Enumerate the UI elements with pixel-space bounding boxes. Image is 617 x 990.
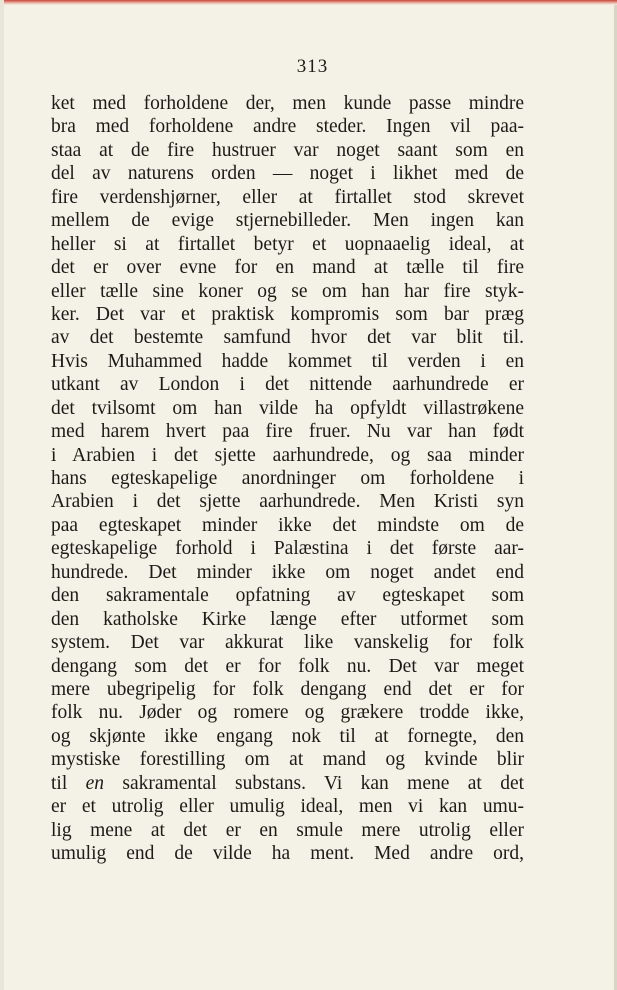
text-line: staa at de fire hustruer var noget saant som en xyxy=(51,139,524,161)
text-line: mellem de evige stjernebilleder. Men ingen kan xyxy=(51,210,524,232)
text-line: lig mene at det er en smule mere utrolig eller xyxy=(51,819,524,841)
text-line: mystiske forestilling om at mand og kvinde blir xyxy=(51,749,524,771)
text-line: det er over evne for en mand at tælle til fire xyxy=(51,257,524,279)
text-line: hans egteskapelige anordninger om forholdene i xyxy=(51,468,524,489)
text-line: fire verdenshjørner, eller at firtallet stod skrevet xyxy=(51,186,524,208)
text-line: Hvis Muhammed hadde kommet til verden i en xyxy=(51,350,524,372)
text-line: hundrede. Det minder ikke om noget andet end xyxy=(51,561,524,583)
text-line: heller si at firtallet betyr et uopnaaelig ideal, at xyxy=(51,233,524,255)
text-line: med harem hvert paa fire fruer. Nu var han født xyxy=(51,421,524,443)
text-segment: til xyxy=(51,772,68,794)
text-line: ket med forholdene der, men kunde passe mindre xyxy=(51,93,524,114)
text-line: ker. Det var et praktisk kompromis som bar præg xyxy=(51,303,524,325)
text-line: del av naturens orden — noget i likhet med de xyxy=(51,163,524,185)
text-line: den sakramentale opfatning av egteskapet som xyxy=(51,585,524,607)
text-line-with-italic xyxy=(51,772,524,795)
text-line: umulig end de vilde ha ment. Med andre ord, xyxy=(51,843,524,864)
text-line: mere ubegripelig for folk dengang end det er for xyxy=(51,678,524,700)
italic-word: en xyxy=(85,772,105,794)
text-line: system. Det var akkurat like vanskelig for folk xyxy=(51,632,524,654)
page-top-edge xyxy=(4,0,617,5)
text-line: Arabien i det sjette aarhundrede. Men Kristi syn xyxy=(51,491,524,513)
text-line: den katholske Kirke længe efter utformet som xyxy=(51,608,524,630)
page-number: 313 xyxy=(296,56,329,77)
text-line: utkant av London i det nittende aarhundrede er xyxy=(51,374,524,396)
text-line: eller tælle sine koner og se om han har fire styk- xyxy=(51,280,524,302)
text-line: folk nu. Jøder og romere og grækere trodde ikke, xyxy=(51,702,524,724)
text-line: bra med forholdene andre steder. Ingen vil paa- xyxy=(51,116,524,138)
text-line: egteskapelige forhold i Palæstina i det første aar- xyxy=(51,538,524,560)
text-line: av det bestemte samfund hvor det var blit til. xyxy=(51,327,524,349)
text-line: er et utrolig eller umulig ideal, men vi kan umu- xyxy=(51,796,524,818)
text-line: i Arabien i det sjette aarhundrede, og saa minder xyxy=(51,444,524,466)
text-line: dengang som det er for folk nu. Det var meget xyxy=(51,655,524,677)
text-line: og skjønte ikke engang nok til at fornegte, den xyxy=(51,725,524,747)
text-line: det tvilsomt om han vilde ha opfyldt villastrøkene xyxy=(51,397,524,419)
text-segment: sakramental substans. Vi kan mene at det xyxy=(122,772,525,794)
text-line: paa egteskapet minder ikke det mindste om de xyxy=(51,514,524,536)
body-text xyxy=(51,92,524,865)
